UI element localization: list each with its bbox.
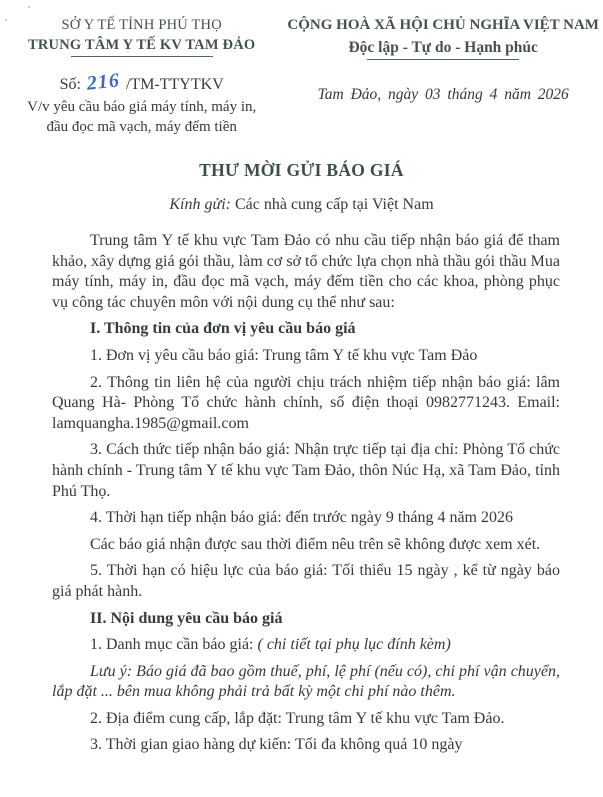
- national-motto-line-2: Độc lập - Tự do - Hạnh phúc: [348, 39, 538, 56]
- section-2-item-1-parenthetical: ( chi tiết tại phụ lục đính kèm): [257, 636, 451, 654]
- org-name: TRUNG TÂM Y TẾ KV TAM ĐẢO: [28, 37, 256, 53]
- section-1-item-4-note: Các báo giá nhận được sau thời điểm nêu trên sẽ không được xem xét.: [90, 535, 541, 553]
- intro-paragraph: Trung tâm Y tế khu vực Tam Đảo có nhu cầu tiếp nhận báo giá để tham khảo, xây dựng giá gói thầu, làm cơ sở tổ chức lựa chọn nhà thầu gói thầu Mua máy tính, máy in, đầu đọc mã vạch, máy đếm tiền cho các khoa, phòng phục vụ công tác chuyên môn với nội dung cụ thể như sau:: [52, 232, 560, 311]
- section-2-item-1: [52, 635, 560, 656]
- scan-speck: [5, 19, 7, 21]
- doc-number-suffix: /TM-TTYTKV: [125, 76, 224, 93]
- doc-number-label: Số:: [59, 76, 81, 93]
- motto-underline: [367, 59, 519, 60]
- national-motto-line-1: CỘNG HOÀ XÃ HỘI CHỦ NGHĨA VIỆT NAM: [287, 17, 599, 33]
- org-underline: [71, 56, 213, 57]
- scan-speck: [28, 6, 30, 8]
- salutation-line: [0, 196, 603, 214]
- national-header-block: [283, 17, 603, 137]
- section-1-item-2: 2. Thông tin liên hệ của người chịu trách nhiệm tiếp nhận báo giá: lâm Quang Hà- Phòng Tổ chức hành chính, số điện thoại 0982771243. Email: lamquangha.1985@gmail.com: [52, 373, 560, 432]
- doc-number-handwritten: 216: [85, 69, 121, 95]
- section-2-item-3: 3. Thời gian giao hàng dự kiến: Tối đa không quá 10 ngày: [90, 736, 463, 754]
- doc-number-line: [0, 69, 283, 95]
- document-body: [52, 231, 560, 756]
- document-title: THƯ MỜI GỬI BÁO GIÁ: [199, 160, 404, 180]
- section-1-item-3: 3. Cách thức tiếp nhận báo giá: Nhận trực tiếp tại địa chỉ: Phòng Tổ chức hành chính - Trung tâm Y tế khu vực Tam Đảo, thôn Núc Hạ, xã Tam Đảo, tỉnh Phú Thọ.: [52, 441, 560, 500]
- section-1-item-5: 5. Thời hạn có hiệu lực của báo giá: Tối thiểu 15 ngày , kể từ ngày báo giá phát hành.: [52, 562, 560, 600]
- section-2-item-2: 2. Địa điểm cung cấp, lắp đặt: Trung tâm Y tế khu vực Tam Đảo.: [90, 709, 505, 727]
- parent-agency-name: SỞ Y TẾ TỈNH PHÚ THỌ: [61, 17, 222, 33]
- section-2-item-1-text: 1. Danh mục cần báo giá:: [90, 636, 254, 654]
- section-1-heading: I. Thông tin của đơn vị yêu cầu báo giá: [90, 320, 356, 338]
- salutation-recipient: Các nhà cung cấp tại Việt Nam: [234, 196, 434, 213]
- section-2-heading: II. Nội dung yêu cầu báo giá: [90, 609, 283, 627]
- section-1-item-1: 1. Đơn vị yêu cầu báo giá: Trung tâm Y tế khu vực Tam Đảo: [90, 346, 478, 364]
- section-1-item-4: 4. Thời hạn tiếp nhận báo giá: đến trước ngày 9 tháng 4 năm 2026: [90, 509, 513, 527]
- subject-line-2: đầu đọc mã vạch, máy đếm tiền: [46, 118, 237, 135]
- issuing-org-block: [0, 17, 283, 137]
- salutation-label: Kính gửi:: [169, 196, 231, 213]
- document-header: [0, 0, 603, 137]
- subject-line-1: V/v yêu cầu báo giá máy tính, máy in,: [27, 99, 257, 115]
- place-date-line: Tam Đảo, ngày 03 tháng 4 năm 2026: [317, 86, 569, 103]
- section-2-cost-note: Lưu ý: Báo giá đã bao gồm thuế, phí, lệ phí (nếu có), chi phí vận chuyển, lắp đặt ... bên mua không phải trả bất kỳ một chi phí nào thêm.: [52, 662, 560, 701]
